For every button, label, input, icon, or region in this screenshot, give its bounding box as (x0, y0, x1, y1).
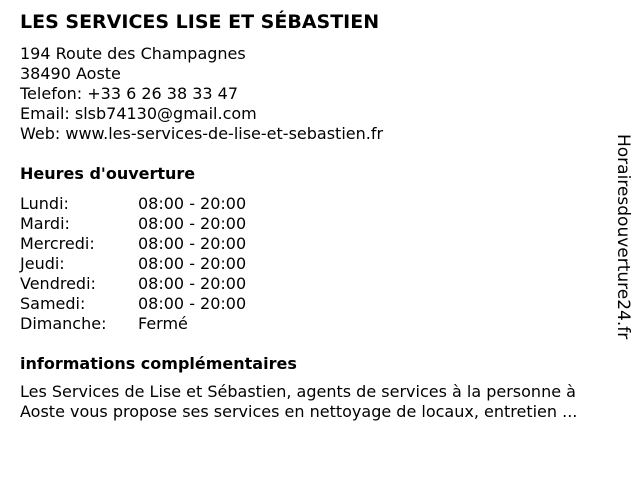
info-line: Aoste vous propose ses services en nettoyage de locaux, entretien ... (20, 402, 578, 421)
time-value: Fermé (138, 314, 188, 333)
hours-row-friday (20, 274, 340, 294)
day-label: Vendredi: (20, 274, 96, 293)
time-value: 08:00 - 20:00 (138, 294, 247, 313)
info-heading: informations complémentaires (20, 354, 297, 373)
day-label: Dimanche: (20, 314, 107, 333)
watermark-text: Horairesdouverture24.fr (613, 134, 633, 340)
address-city: 38490 Aoste (20, 64, 121, 83)
day-label: Samedi: (20, 294, 86, 313)
website-text: Web: www.les-services-de-lise-et-sebastien.fr (20, 124, 384, 143)
business-title: LES SERVICES LISE ET SÉBASTIEN (20, 11, 380, 33)
info-line: Les Services de Lise et Sébastien, agents de services à la personne à (20, 382, 576, 401)
contact-block (20, 44, 383, 144)
email-text: Email: slsb74130@gmail.com (20, 104, 257, 123)
day-label: Mardi: (20, 214, 70, 233)
hours-table (20, 194, 340, 334)
time-value: 08:00 - 20:00 (138, 254, 247, 273)
time-value: 08:00 - 20:00 (138, 194, 247, 213)
time-value: 08:00 - 20:00 (138, 234, 247, 253)
hours-row-wednesday (20, 234, 340, 254)
time-value: 08:00 - 20:00 (138, 214, 247, 233)
day-label: Lundi: (20, 194, 69, 213)
site-watermark (612, 134, 634, 344)
hours-row-thursday (20, 254, 340, 274)
phone-text: Telefon: +33 6 26 38 33 47 (20, 84, 239, 103)
day-label: Mercredi: (20, 234, 95, 253)
address-street: 194 Route des Champagnes (20, 44, 246, 63)
time-value: 08:00 - 20:00 (138, 274, 247, 293)
hours-row-monday (20, 194, 340, 214)
info-description (20, 382, 630, 422)
hours-row-sunday (20, 314, 340, 334)
day-label: Jeudi: (20, 254, 65, 273)
hours-row-saturday (20, 294, 340, 314)
hours-row-tuesday (20, 214, 340, 234)
hours-heading: Heures d'ouverture (20, 164, 196, 183)
